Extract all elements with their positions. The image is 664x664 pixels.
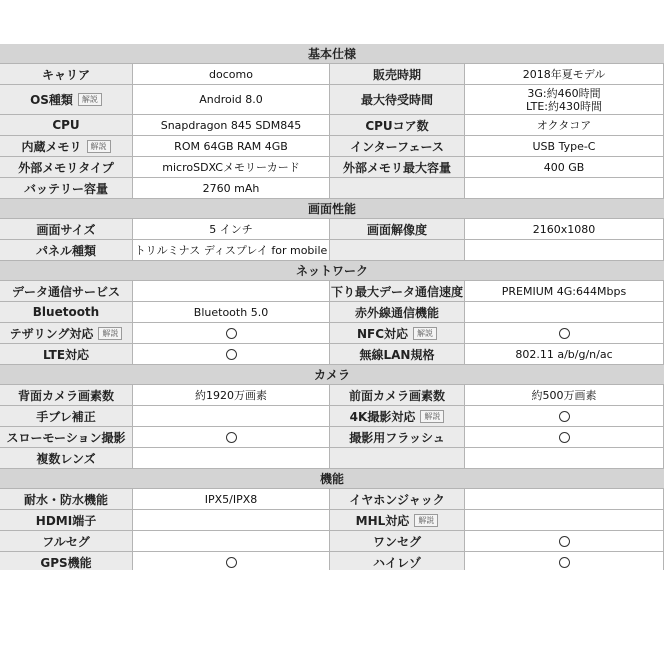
spec-value (465, 302, 664, 322)
spec-value: USB Type-C (465, 136, 664, 156)
spec-row (0, 510, 664, 531)
spec-label: ワンセグ (330, 531, 465, 551)
spec-value (133, 406, 330, 426)
supported-circle-icon (559, 432, 570, 443)
section-header: 画面性能 (0, 199, 664, 219)
spec-value: microSDXCメモリーカード (133, 157, 330, 177)
spec-label: NFC対応 解説 (330, 323, 465, 343)
spec-label: 前面カメラ画素数 (330, 385, 465, 405)
spec-value: 5 インチ (133, 219, 330, 239)
spec-value: 約500万画素 (465, 385, 664, 405)
spec-label: 背面カメラ画素数 (0, 385, 133, 405)
spec-label: データ通信サービス (0, 281, 133, 301)
spec-value (465, 178, 664, 198)
spec-label: 手ブレ補正 (0, 406, 133, 426)
spec-row (0, 448, 664, 469)
spec-label: バッテリー容量 (0, 178, 133, 198)
spec-row (0, 281, 664, 302)
spec-value (133, 552, 330, 572)
spec-value: オクタコア (465, 115, 664, 135)
spec-label: キャリア (0, 64, 133, 84)
spec-row (0, 178, 664, 199)
spec-label (330, 178, 465, 198)
spec-value: Snapdragon 845 SDM845 (133, 115, 330, 135)
spec-label: CPUコア数 (330, 115, 465, 135)
spec-value (465, 448, 664, 468)
spec-row (0, 323, 664, 344)
spec-label: 無線LAN規格 (330, 344, 465, 364)
spec-label: LTE対応 (0, 344, 133, 364)
spec-label: OS種類 解説 (0, 85, 133, 114)
spec-value (133, 344, 330, 364)
spec-row (0, 64, 664, 85)
explain-badge-button[interactable]: 解説 (414, 514, 438, 527)
spec-row (0, 427, 664, 448)
spec-value: Android 8.0 (133, 85, 330, 114)
spec-label: スローモーション撮影 (0, 427, 133, 447)
spec-value (465, 85, 664, 114)
spec-label: 販売時期 (330, 64, 465, 84)
spec-value: 802.11 a/b/g/n/ac (465, 344, 664, 364)
supported-circle-icon (226, 432, 237, 443)
spec-row (0, 85, 664, 115)
multi-line-value: 3G:約460時間 LTE:約430時間 (526, 86, 602, 113)
spec-value (133, 281, 330, 301)
spec-value (465, 323, 664, 343)
spec-label: 耐水・防水機能 (0, 489, 133, 509)
spec-value (465, 552, 664, 572)
spec-row (0, 406, 664, 427)
supported-circle-icon (226, 349, 237, 360)
explain-badge-button[interactable]: 解説 (420, 410, 444, 423)
spec-label: 最大待受時間 (330, 85, 465, 114)
supported-circle-icon (559, 411, 570, 422)
explain-badge-button[interactable]: 解説 (87, 140, 111, 153)
supported-circle-icon (559, 328, 570, 339)
spec-label: インターフェース (330, 136, 465, 156)
spec-row (0, 240, 664, 261)
spec-row (0, 302, 664, 323)
spec-label: 内蔵メモリ 解説 (0, 136, 133, 156)
spec-row (0, 385, 664, 406)
spec-row (0, 157, 664, 178)
spec-label: 撮影用フラッシュ (330, 427, 465, 447)
spec-table (0, 44, 664, 615)
spec-label: テザリング対応 解説 (0, 323, 133, 343)
spec-value: 2160x1080 (465, 219, 664, 239)
section-header: ネットワーク (0, 261, 664, 281)
spec-label (330, 448, 465, 468)
spec-label: 外部メモリタイプ (0, 157, 133, 177)
spec-value: docomo (133, 64, 330, 84)
spec-label: 4K撮影対応 解説 (330, 406, 465, 426)
spec-value (133, 448, 330, 468)
spec-value: トリルミナス ディスプレイ for mobile (133, 240, 330, 260)
spec-label: 下り最大データ通信速度 (330, 281, 465, 301)
supported-circle-icon (226, 557, 237, 568)
spec-value (133, 323, 330, 343)
spec-value (465, 427, 664, 447)
spec-row (0, 219, 664, 240)
spec-row (0, 136, 664, 157)
spec-value: 2760 mAh (133, 178, 330, 198)
spec-label: ハイレゾ (330, 552, 465, 572)
supported-circle-icon (559, 557, 570, 568)
explain-badge-button[interactable]: 解説 (78, 93, 102, 106)
spec-value: 約1920万画素 (133, 385, 330, 405)
spec-label: 外部メモリ最大容量 (330, 157, 465, 177)
spec-value (465, 510, 664, 530)
spec-value (465, 406, 664, 426)
spec-label: CPU (0, 115, 133, 135)
spec-label: MHL対応 解説 (330, 510, 465, 530)
supported-circle-icon (559, 536, 570, 547)
spec-label: フルセグ (0, 531, 133, 551)
spec-label: イヤホンジャック (330, 489, 465, 509)
spec-value: 400 GB (465, 157, 664, 177)
spec-row (0, 531, 664, 552)
spec-value: PREMIUM 4G:644Mbps (465, 281, 664, 301)
spec-value: 2018年夏モデル (465, 64, 664, 84)
spec-value (465, 489, 664, 509)
section-header: 機能 (0, 469, 664, 489)
spec-value: Bluetooth 5.0 (133, 302, 330, 322)
spec-row (0, 344, 664, 365)
spec-value (465, 531, 664, 551)
spec-row (0, 489, 664, 510)
explain-badge-button[interactable]: 解説 (98, 327, 122, 340)
spec-label: 画面解像度 (330, 219, 465, 239)
spec-label: 画面サイズ (0, 219, 133, 239)
spec-value (133, 427, 330, 447)
spec-label: GPS機能 (0, 552, 133, 572)
section-header: カメラ (0, 365, 664, 385)
supported-circle-icon (226, 328, 237, 339)
spec-row (0, 115, 664, 136)
spec-label (330, 240, 465, 260)
spec-label: HDMI端子 (0, 510, 133, 530)
spec-value (133, 510, 330, 530)
spec-label: 赤外線通信機能 (330, 302, 465, 322)
spec-value (465, 240, 664, 260)
section-header: 基本仕様 (0, 44, 664, 64)
spec-value (133, 531, 330, 551)
spec-label: Bluetooth (0, 302, 133, 322)
spec-label: 複数レンズ (0, 448, 133, 468)
spec-value: ROM 64GB RAM 4GB (133, 136, 330, 156)
spec-value: IPX5/IPX8 (133, 489, 330, 509)
spec-label: パネル種類 (0, 240, 133, 260)
explain-badge-button[interactable]: 解説 (413, 327, 437, 340)
page-bottom-blank (0, 570, 664, 664)
